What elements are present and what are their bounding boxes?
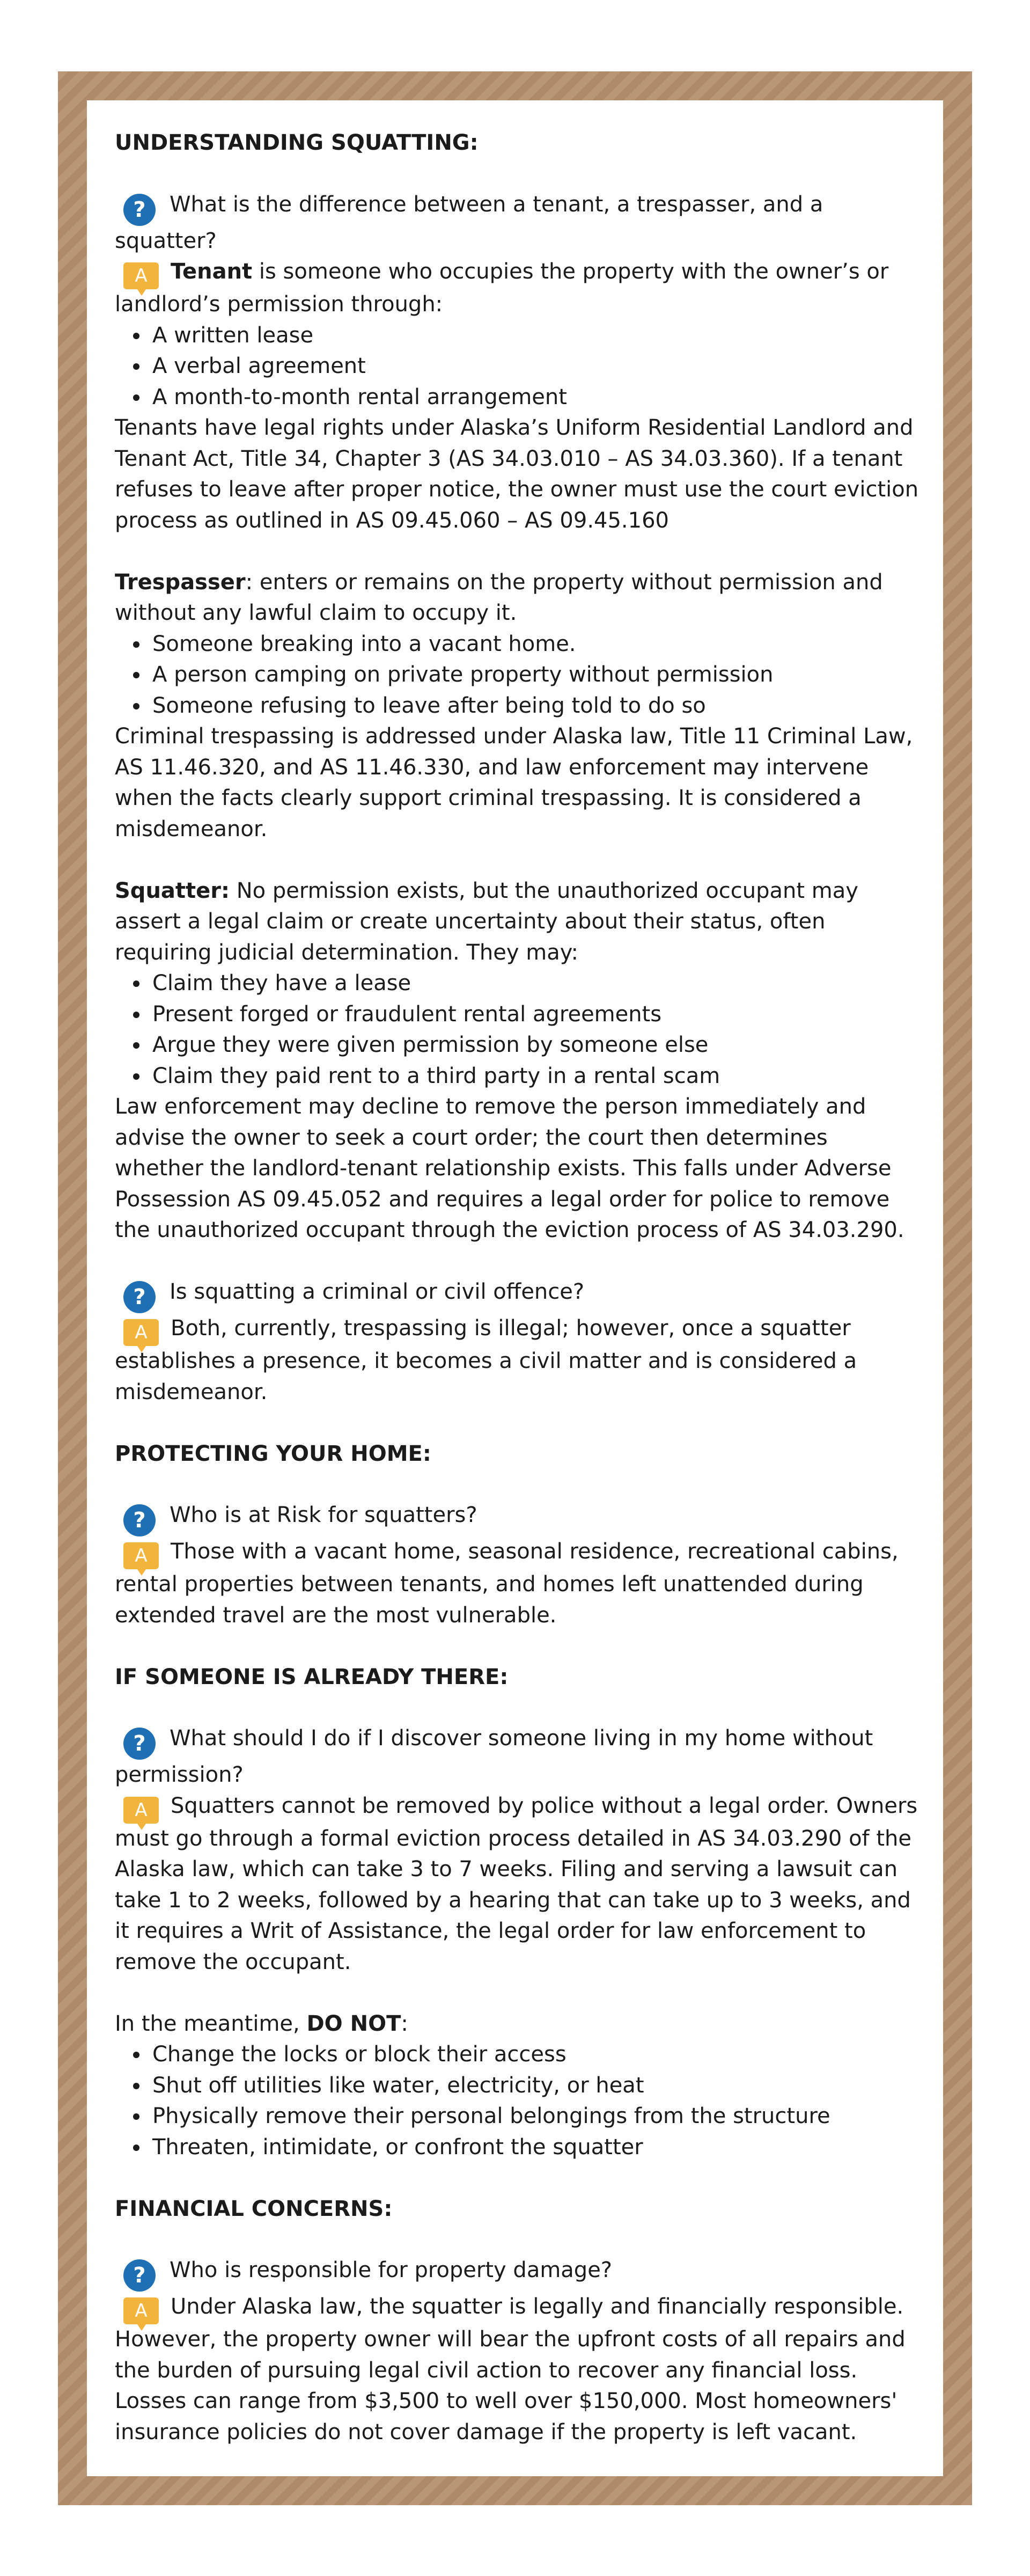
question-tenant-trespasser-squatter (115, 189, 919, 257)
meantime-suffix: : (401, 2011, 408, 2036)
list-item: Someone refusing to leave after being told to do so (152, 691, 919, 722)
answer-property-damage (115, 2292, 919, 2448)
tenant-definition: is someone who occupies the property with the owner’s or landlord’s permission through: (115, 259, 889, 317)
answer-icon: A (123, 1797, 159, 1824)
do-not-label: DO NOT (306, 2011, 401, 2036)
list-item: Change the locks or block their access (152, 2039, 919, 2070)
list-item: Argue they were given permission by someone else (152, 1030, 919, 1061)
question-criminal-civil (115, 1277, 919, 1313)
question-text: Is squatting a criminal or civil offence? (170, 1279, 585, 1304)
answer-text: Both, currently, trespassing is illegal; however, once a squatter establishes a presence, it becomes a civil matter and is considered a misdemeanor. (115, 1316, 857, 1404)
list-item: Someone breaking into a vacant home. (152, 629, 919, 660)
question-text: What is the difference between a tenant, a trespasser, and a squatter? (115, 192, 823, 253)
squatter-list (115, 968, 919, 1092)
list-item: A written lease (152, 320, 919, 352)
question-icon: ? (123, 2259, 156, 2292)
squatter-definition (115, 876, 919, 969)
section-heading-protecting: PROTECTING YOUR HOME: (115, 1441, 431, 1466)
trespasser-term: Trespasser (115, 569, 246, 595)
question-at-risk (115, 1500, 919, 1536)
answer-icon: A (123, 1542, 159, 1569)
answer-text: Under Alaska law, the squatter is legally and financially responsible. However, the property owner will bear the upfront costs of all repairs and the burden of pursuing legal civil action to recover any financial loss. Losses can range from $3,500 to well over $150,000. Most homeowners' insurance policies do not cover damage if the property is left vacant. (115, 2294, 906, 2445)
list-item: Physically remove their personal belongings from the structure (152, 2101, 919, 2132)
trespasser-definition (115, 567, 919, 629)
list-item: A verbal agreement (152, 351, 919, 382)
squatter-term: Squatter: (115, 878, 230, 903)
answer-text: Squatters cannot be removed by police without a legal order. Owners must go through a formal eviction process detailed in AS 34.03.290 of the Alaska law, which can take 3 to 7 weeks. Filing and serving a lawsuit can take 1 to 2 weeks, followed by a hearing that can take up to 3 weeks, and it requires a Writ of Assistance, the legal order for law enforcement to remove the occupant. (115, 1793, 918, 1974)
list-item: Claim they paid rent to a third party in a rental scam (152, 1061, 919, 1092)
trespasser-legal-text: Criminal trespassing is addressed under Alaska law, Title 11 Criminal Law, AS 11.46.320, and AS 11.46.330, and law enforcement may intervene when the facts clearly support criminal trespassing. It is considered a misdemeanor. (115, 724, 913, 841)
list-item: Threaten, intimidate, or confront the squatter (152, 2132, 919, 2163)
tenant-list (115, 320, 919, 413)
meantime-prefix: In the meantime, (115, 2011, 307, 2036)
answer-at-risk (115, 1536, 919, 1631)
question-text: Who is at Risk for squatters? (170, 1503, 477, 1527)
question-icon: ? (123, 194, 156, 226)
question-property-damage (115, 2255, 919, 2292)
tenant-term: Tenant (171, 259, 253, 284)
answer-discover-someone (115, 1791, 919, 1978)
question-discover-someone (115, 1723, 919, 1791)
trespasser-def-text: : enters or remains on the property without permission and without any lawful claim to occupy it. (115, 569, 883, 625)
faq-document (115, 128, 919, 2448)
squatter-def-text: No permission exists, but the unauthorized occupant may assert a legal claim or create uncertainty about their status, often requiring judicial determination. They may: (115, 878, 858, 965)
list-item: Claim they have a lease (152, 968, 919, 999)
question-icon: ? (123, 1504, 156, 1536)
answer-icon: A (123, 2297, 159, 2324)
list-item: Shut off utilities like water, electricity, or heat (152, 2070, 919, 2102)
section-heading-financial: FINANCIAL CONCERNS: (115, 2196, 393, 2221)
question-text: Who is responsible for property damage? (170, 2258, 613, 2282)
list-item: A month-to-month rental arrangement (152, 382, 919, 413)
answer-criminal-civil (115, 1313, 919, 1408)
list-item: Present forged or fraudulent rental agreements (152, 999, 919, 1030)
answer-icon: A (123, 262, 159, 289)
meantime-line (115, 2009, 919, 2040)
answer-text: Those with a vacant home, seasonal residence, recreational cabins, rental properties between tenants, and homes left unattended during extended travel are the most vulnerable. (115, 1539, 899, 1628)
do-not-list (115, 2039, 919, 2163)
list-item: A person camping on private property without permission (152, 660, 919, 691)
question-icon: ? (123, 1728, 156, 1760)
question-icon: ? (123, 1281, 156, 1313)
tenant-legal-text: Tenants have legal rights under Alaska’s Uniform Residential Landlord and Tenant Act, Title 34, Chapter 3 (AS 34.03.010 – AS 34.03.360). If a tenant refuses to leave after proper notice, the owner must use the court eviction process as outlined in AS 09.45.060 – AS 09.45.160 (115, 415, 919, 533)
answer-icon: A (123, 1319, 159, 1346)
squatter-legal-text: Law enforcement may decline to remove the person immediately and advise the owner to seek a court order; the court then determines whether the landlord-tenant relationship exists. This falls under Adverse Possession AS 09.45.052 and requires a legal order for police to remove the unauthorized occupant through the eviction process of AS 34.03.290. (115, 1094, 904, 1242)
trespasser-list (115, 629, 919, 722)
section-heading-already-there: IF SOMEONE IS ALREADY THERE: (115, 1664, 509, 1689)
question-text: What should I do if I discover someone living in my home without permission? (115, 1726, 873, 1787)
answer-tenant (115, 257, 919, 320)
section-heading-understanding: UNDERSTANDING SQUATTING: (115, 130, 479, 155)
